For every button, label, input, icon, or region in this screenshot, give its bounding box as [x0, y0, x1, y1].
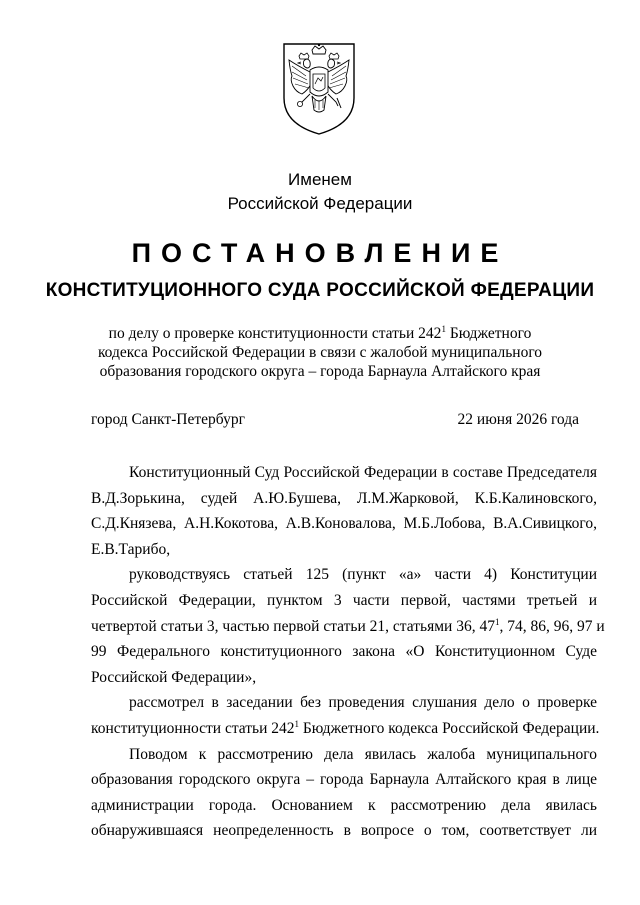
- paragraph-4-line: Поводом к рассмотрению дела явилась жалоба муниципального: [129, 745, 597, 763]
- paragraph-1-line: В.Д.Зорькина, судей А.Ю.Бушева, Л.М.Жарковой, К.Б.Калиновского,: [91, 489, 597, 507]
- place: город Санкт-Петербург: [91, 411, 245, 428]
- paragraph-1-line: С.Д.Князева, А.Н.Кокотова, А.В.Коновалова, М.Б.Лобова, В.А.Сивицкого,: [91, 515, 597, 533]
- paragraph-2-line: Российской Федерации»,: [91, 668, 257, 686]
- case-line-2: кодекса Российской Федерации в связи с жалобой муниципального: [97, 344, 543, 361]
- case-line-3: образования городского округа – города Барнаула Алтайского края: [99, 363, 541, 380]
- header-line-1: Именем: [288, 170, 352, 189]
- paragraph-2-line: 99 Федерального конституционного закона «О Конституционном Суде: [91, 643, 597, 661]
- paragraph-3-line: рассмотрел в заседании без проведения слушания дело о проверке: [129, 694, 597, 712]
- case-description: [70, 324, 570, 381]
- paragraph-2-line: Российской Федерации, пунктом 3 части первой, частями третьей и: [91, 591, 597, 609]
- paragraph-4-line: администрации города. Основанием к рассмотрению дела явилась: [91, 796, 597, 814]
- paragraph-2-line: четвертой статьи 3, частью первой статьи 21, статьями 36, $47^1$, 74, 86, 96, 97 и: [91, 616, 605, 635]
- russian-coat-of-arms-icon: [280, 40, 358, 136]
- document-title: ПОСТАНОВЛЕНИЕ: [131, 238, 509, 268]
- header-line-2: Российской Федерации: [227, 194, 413, 213]
- document-subtitle: КОНСТИТУЦИОННОГО СУДА РОССИЙСКОЙ ФЕДЕРАЦИИ: [45, 280, 595, 301]
- paragraph-4-line: обнаружившаяся неопределенность в вопросе о том, соответствует ли: [91, 822, 597, 840]
- paragraph-2-line: руководствуясь статьей 125 (пункт «а» части 4) Конституции: [129, 566, 597, 584]
- paragraph-4-line: образования городского округа – города Барнаула Алтайского края в лице: [91, 771, 597, 789]
- date: 22 июня 2026 года: [457, 411, 579, 428]
- paragraph-3-line: конституционности статьи $242^1$ Бюджетного кодекса Российской Федерации.: [91, 718, 600, 737]
- paragraph-1-line: Е.В.Тарибо,: [91, 540, 171, 558]
- body-text: [91, 460, 605, 844]
- case-line-1: по делу о проверке конституционности статьи $242^1$ Бюджетного: [108, 324, 532, 342]
- paragraph-1-line: Конституционный Суд Российской Федерации в составе Председателя: [129, 464, 597, 481]
